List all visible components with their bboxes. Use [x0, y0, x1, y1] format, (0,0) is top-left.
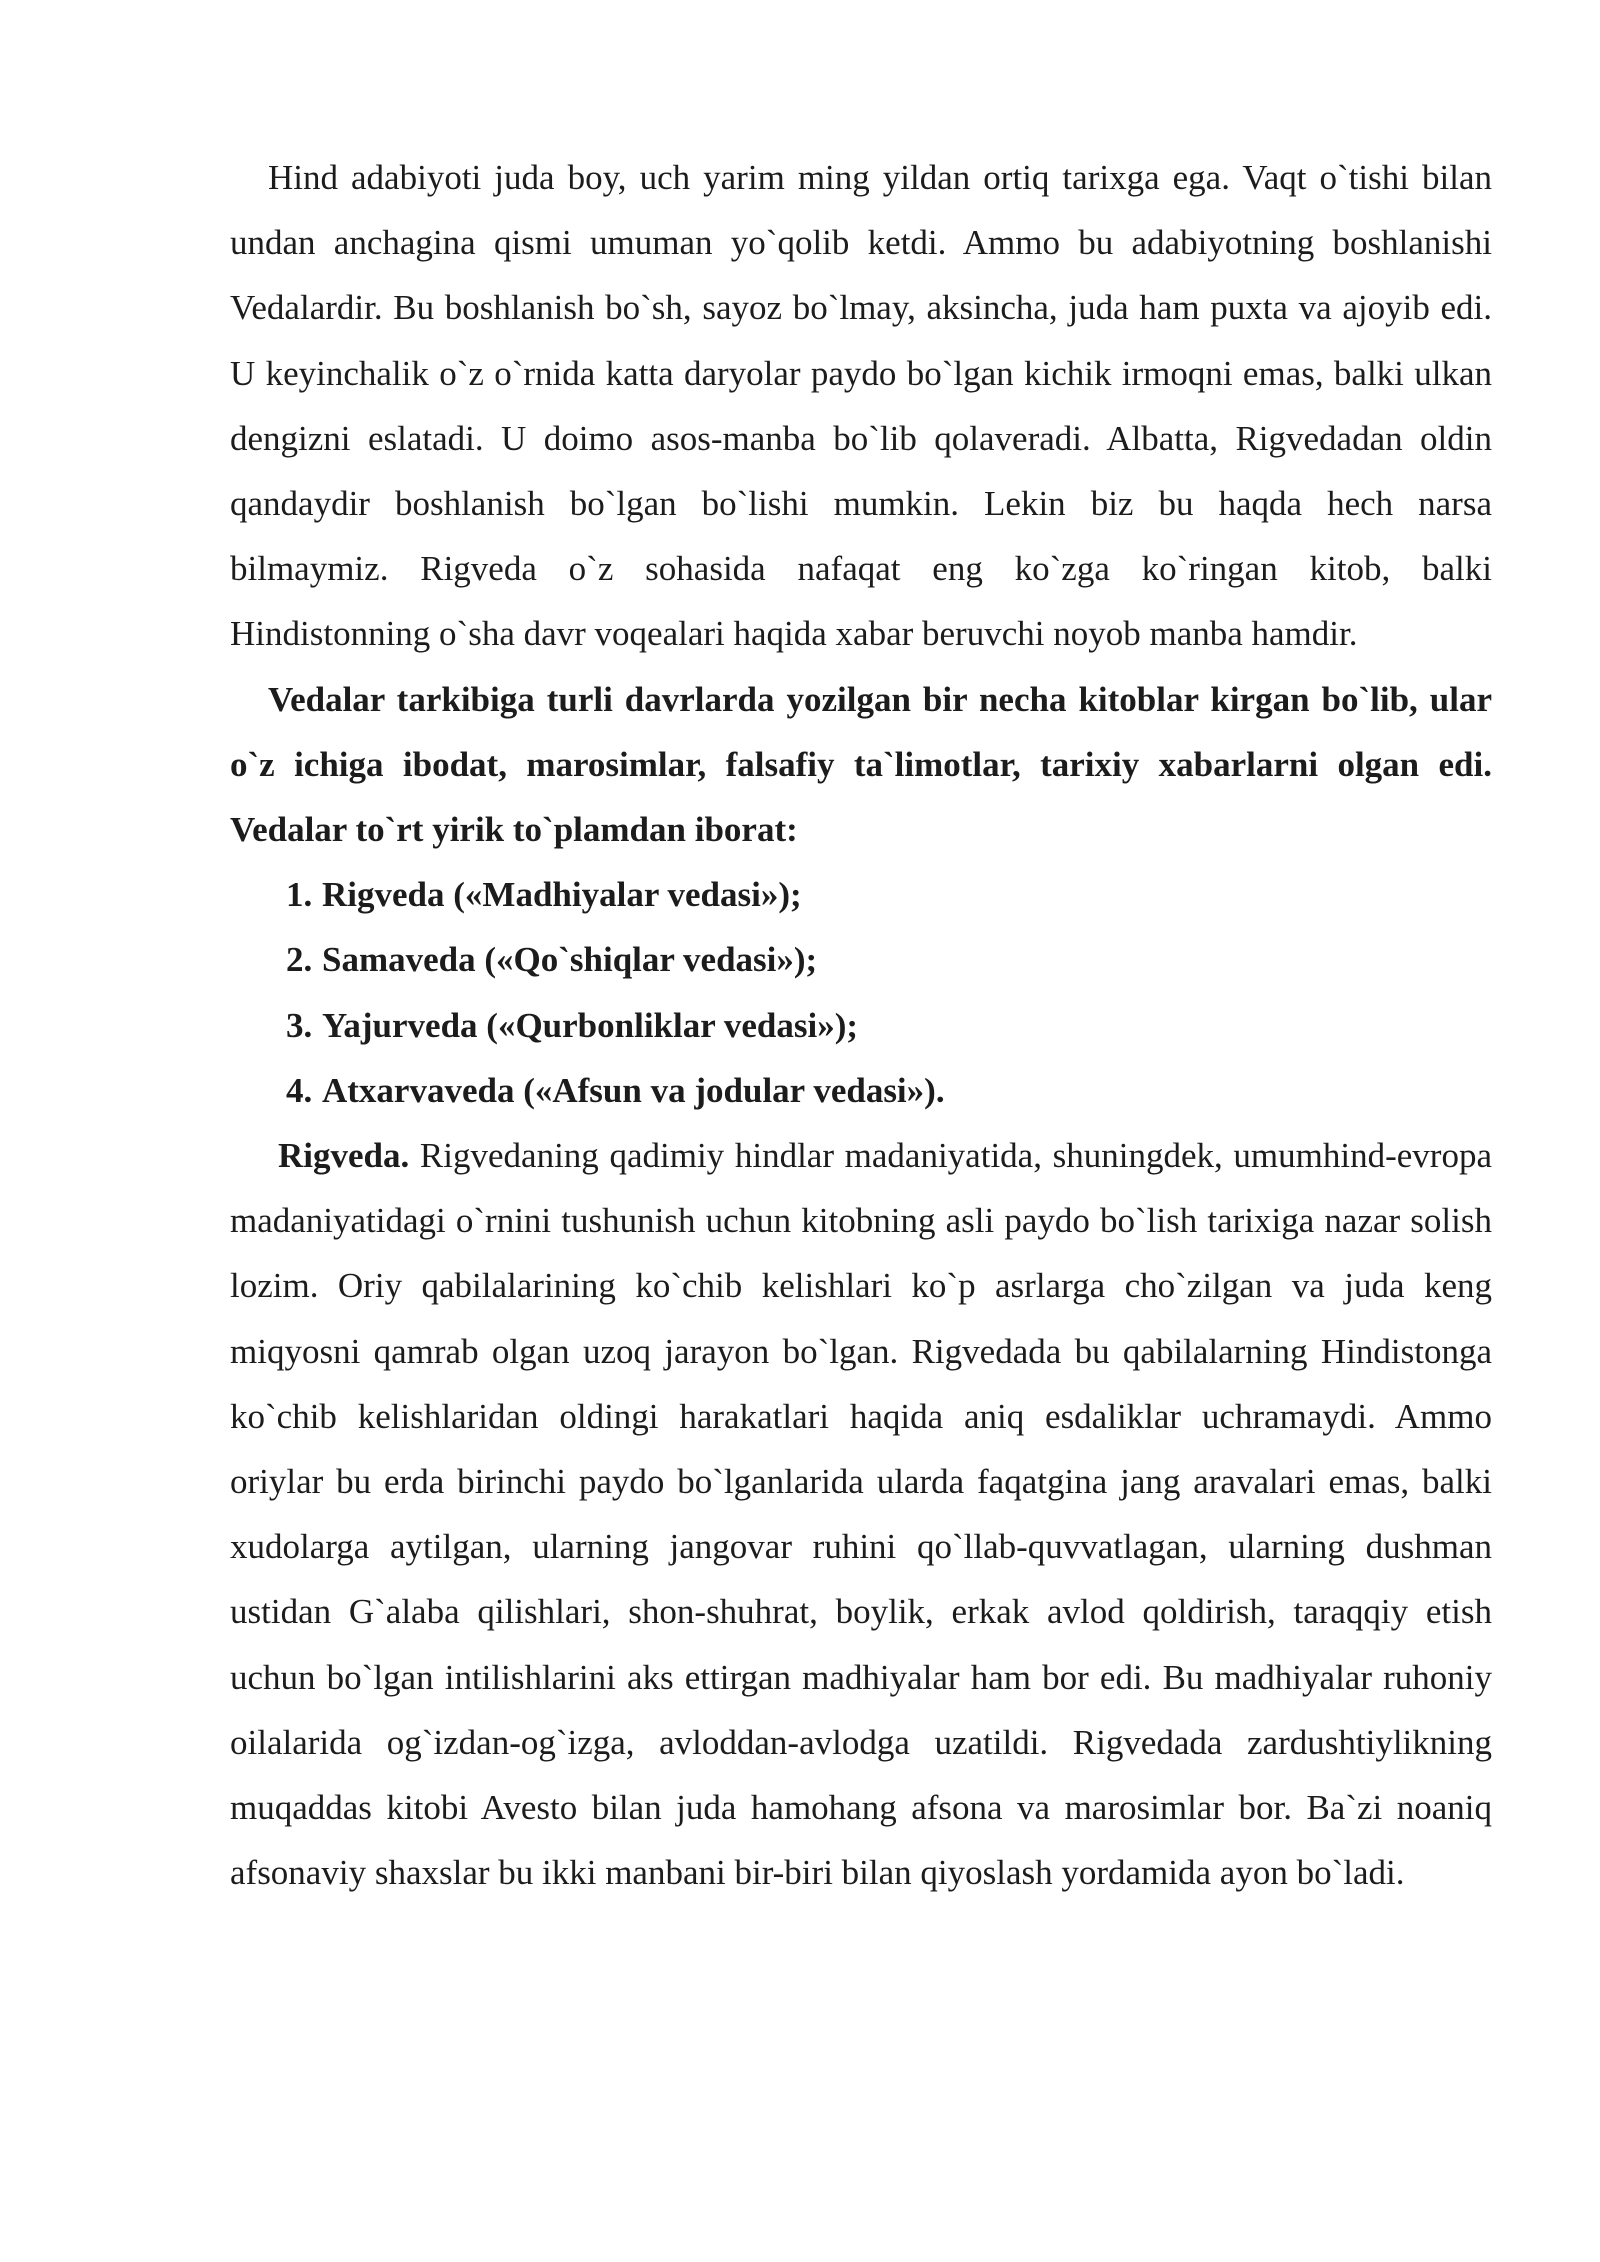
paragraph-vedas-overview: Vedalar tarkibiga turli davrlarda yozilgan bir necha kitoblar kirgan bo`lib, ular o`z ichiga ibodat, marosimlar, falsafiy ta`limotlar, tarixiy xabarlarni olgan edi. Vedalar to`rt yirik to`plamdan iborat:: [230, 679, 1492, 850]
list-item: 4. Atxarvaveda («Afsun va jodular vedasi»).: [286, 1070, 945, 1110]
paragraph-intro: Hind adabiyoti juda boy, uch yarim ming yildan ortiq tarixga ega. Vaqt o`tishi bilan undan anchagina qismi umuman yo`qolib ketdi. Ammo bu adabiyotning boshlanishi Vedalardir. Bu boshlanish bo`sh, sayoz bo`lmay, aksincha, juda ham puxta va ajoyib edi. U keyinchalik o`z o`rnida katta daryolar paydo bo`lgan kichik irmoqni emas, balki ulkan dengizni eslatadi. U doimo asos-manba bo`lib qolaveradi. Albatta, Rigvedadan oldin qandaydir boshlanish bo`lgan bo`lishi mumkin. Lekin biz bu haqda hech narsa bilmaymiz. Rigveda o`z sohasida nafaqat eng ko`zga ko`ringan kitob, balki Hindistonning o`sha davr voqealari haqida xabar beruvchi noyob manba hamdir.: [230, 158, 1492, 654]
paragraph-rigveda-text: Rigvedaning qadimiy hindlar madaniyatida, shuningdek, umumhind-evropa madaniyatidagi o`rnini tushunish uchun kitobning asli paydo bo`lish tarixiga nazar solish lozim. Oriy qabilalarining ko`chib kelishlari ko`p asrlarga cho`zilgan va juda keng miqyosni qamrab olgan uzoq jarayon bo`lgan. Rigvedada bu qabilalarning Hindistonga ko`chib kelishlaridan oldingi harakatlari haqida aniq esdaliklar uchramaydi. Ammo oriylar bu erda birinchi paydo bo`lganlarida ularda faqatgina jang aravalari emas, balki xudolarga aytilgan, ularning jangovar ruhini qo`llab-quvvatlagan, ularning dushman ustidan G`alaba qilishlari, shon-shuhrat, boylik, erkak avlod qoldirish, taraqqiy etish uchun bo`lgan intilishlarini aks ettirgan madhiyalar ham bor edi. Bu madhiyalar ruhoniy oilalarida og`izdan-og`izga, avloddan-avlodga uzatildi. Rigvedada zardushtiylikning muqaddas kitobi Avesto bilan juda hamohang afsona va marosimlar bor. Ba`zi noaniq afsonaviy shaxslar bu ikki manbani bir-biri bilan qiyoslash yordamida ayon bo`ladi.: [230, 1136, 1492, 1893]
vedas-list: [230, 862, 1492, 1123]
list-item: 2. Samaveda («Qo`shiqlar vedasi»);: [286, 940, 818, 980]
document-body: [230, 145, 1492, 1905]
list-item: 1. Rigveda («Madhiyalar vedasi»);: [286, 875, 802, 915]
list-item: 3. Yajurveda («Qurbonliklar vedasi»);: [286, 1005, 859, 1045]
section-heading-rigveda: Rigveda.: [278, 1136, 410, 1176]
section-rigveda: [230, 1123, 1492, 1905]
paragraph-rigveda: [230, 1123, 1492, 1905]
